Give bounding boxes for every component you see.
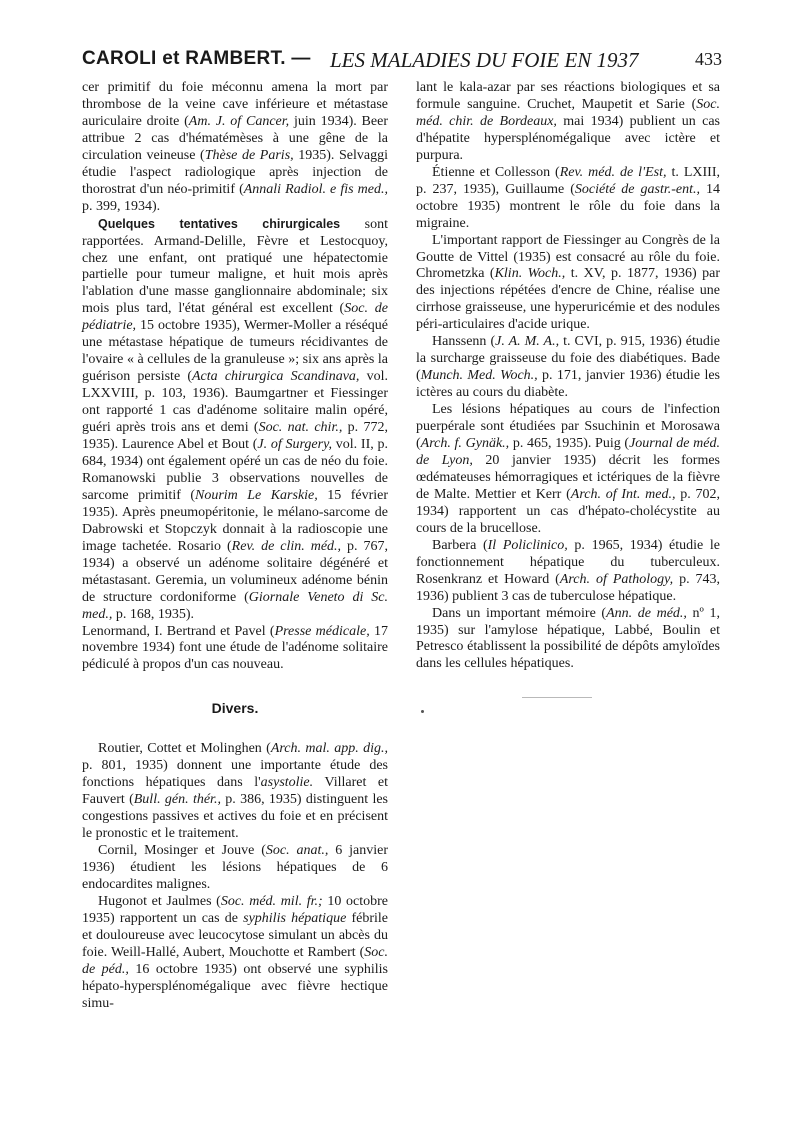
paragraph: lant le kala-azar par ses réactions biologiques et sa formule sanguine. Cruchet, Maupetit et Sarie (Soc. méd. chir. de Bordeaux, mai 1934) publient un cas d'hépatite hypersplénomégalique avec ictère et purpura. [416, 80, 720, 163]
left-column [82, 80, 388, 1013]
paragraph: Barbera (Il Policlinico, p. 1965, 1934) étudie le fonctionnement hépatique du tuberculeux. Rosenkranz et Howard (Arch. of Pathology, p. 743, 1936) publient 3 cas de tuberculose hépatique. [416, 537, 721, 604]
right-column [416, 80, 720, 673]
paragraph: L'important rapport de Fiessinger au Congrès de la Goutte de Vittel (1935) est consacré au rôle du foie. Chrometzka (Klin. Woch., t. XV, p. 1877, 1936) par des injections répétées d'encre de Chine, réalise une cirrhose graisseuse, une hyperuricémie et des nodules péri-articulaires d'acide urique. [416, 232, 721, 333]
paragraph: Lenormand, I. Bertrand et Pavel (Presse médicale, 17 novembre 1934) font une étude de l'adénome solitaire pédiculé à propos d'un cas nouveau. [82, 623, 389, 673]
paragraph: Dans un important mémoire (Ann. de méd., nº 1, 1935) sur l'amylose hépatique, Labbé, Boulin et Petresco établissent la possibilité de dépôts amyloïdes dans les cellules hépatiques. [416, 605, 720, 672]
running-header [82, 48, 722, 76]
end-rule-divider [522, 697, 592, 698]
section-heading-divers: Divers. [211, 700, 259, 717]
paragraph: Quelques tentatives chirurgicales sont rapportées. Armand-Delille, Fèvre et Lestocquoy, chez une enfant, ont pratiqué une hépatectomie partielle pour tumeur maligne, et huit mois après l'ablation d'une masse ganglionnaire abdominale; six mois plus tard, l'état général est excellent (Soc. de pédiatrie, 15 octobre 1935), Wermer-Moller a réséqué une métastase hépatique de tumeurs récidivantes de l'ovaire « à cellules de la granuleuse »; six ans après la guérison persiste (Acta chirurgica Scandinava, vol. LXXVIII, p. 103, 1936). Baumgartner et Fiessinger ont rapporté 1 cas d'adénome solitaire malin opéré, guéri après trois ans et demi (Soc. nat. chir., p. 772, 1935). Laurence Abel et Bout (J. of Surgery, vol. II, p. 684, 1934) ont également opéré un cas de néo du foie. Romanowski publie 3 observations nouvelles de sarcome primitif (Nourim Le Karskie, 15 février 1935). Après pneumopéritonie, le mélano-sarcome de Dabrowski et Stopczyk donnait à la radioscopie une image tachetée. Rosario (Rev. de clin. méd., p. 767, 1934) a observé un adénome solitaire dégénéré et métastasant. Geremia, un volumineux adénome bénin de structure cordoniforme (Giornale Veneto di Sc. med., p. 168, 1935). [82, 216, 389, 622]
print-speck [421, 710, 424, 713]
paragraph: cer primitif du foie méconnu amena la mort par thrombose de la veine cave inférieure et métastase auriculaire droite (Am. J. of Cancer, juin 1934). Beer attribue 2 cas d'hématémèses à une gêne de la circulation veineuse (Thèse de Paris, 1935). Selvaggi étudie l'aspect radiologique après injection de thorostrat d'un néo-primitif (Annali Radiol. e fis med., p. 399, 1934). [82, 80, 388, 214]
paragraph: Cornil, Mosinger et Jouve (Soc. anat., 6 janvier 1936) étudient les lésions hépatiques de 6 endocardites malignes. [82, 843, 388, 892]
header-authors: CAROLI et RAMBERT. — [82, 48, 311, 69]
paragraph: Hugonot et Jaulmes (Soc. méd. mil. fr.; 10 octobre 1935) rapportent un cas de syphilis hépatique fébrile et douloureuse avec leucocytose simulant un abcès du foie. Weill-Hallé, Aubert, Mouchotte et Rambert (Soc. de péd., 16 octobre 1935) ont observé une syphilis hépato-hypersplénomégalique avec fièvre hectique simu- [82, 893, 388, 1011]
page-number: 433 [695, 49, 722, 69]
paragraph: Étienne et Collesson (Rev. méd. de l'Est, t. LXIII, p. 237, 1935), Guillaume (Société de gastr.-ent., 14 octobre 1935) montrent le rôle du foie dans la migraine. [416, 164, 721, 231]
header-title: LES MALADIES DU FOIE EN 1937 [330, 48, 639, 72]
paragraph: Les lésions hépatiques au cours de l'infection puerpérale sont étudiées par Ssuchinin et Morosawa (Arch. f. Gynäk., p. 465, 1935). Puig (Journal de méd. de Lyon, 20 janvier 1935) décrit les formes œdémateuses hémorragiques et ictériques de la fièvre de Malte. Mettier et Kerr (Arch. of Int. med., p. 702, 1934) rapportent un cas d'hépato-cholécystite au cours de la brucellose. [416, 402, 721, 536]
inline-heading: Quelques tentatives chirurgicales [98, 216, 341, 231]
paragraph: Hanssenn (J. A. M. A., t. CVI, p. 915, 1936) étudie la surcharge graisseuse du foie des diabétiques. Bade (Munch. Med. Woch., p. 171, janvier 1936) étudie les ictères au cours du diabète. [416, 334, 720, 401]
paragraph: Routier, Cottet et Molinghen (Arch. mal. app. dig., p. 801, 1935) donnent une importante étude des fonctions hépatiques dans l'asystolie. Villaret et Fauvert (Bull. gén. thér., p. 386, 1935) distinguent les congestions passives et actives du foie et en précisent le pronostic et le traitement. [82, 741, 388, 842]
